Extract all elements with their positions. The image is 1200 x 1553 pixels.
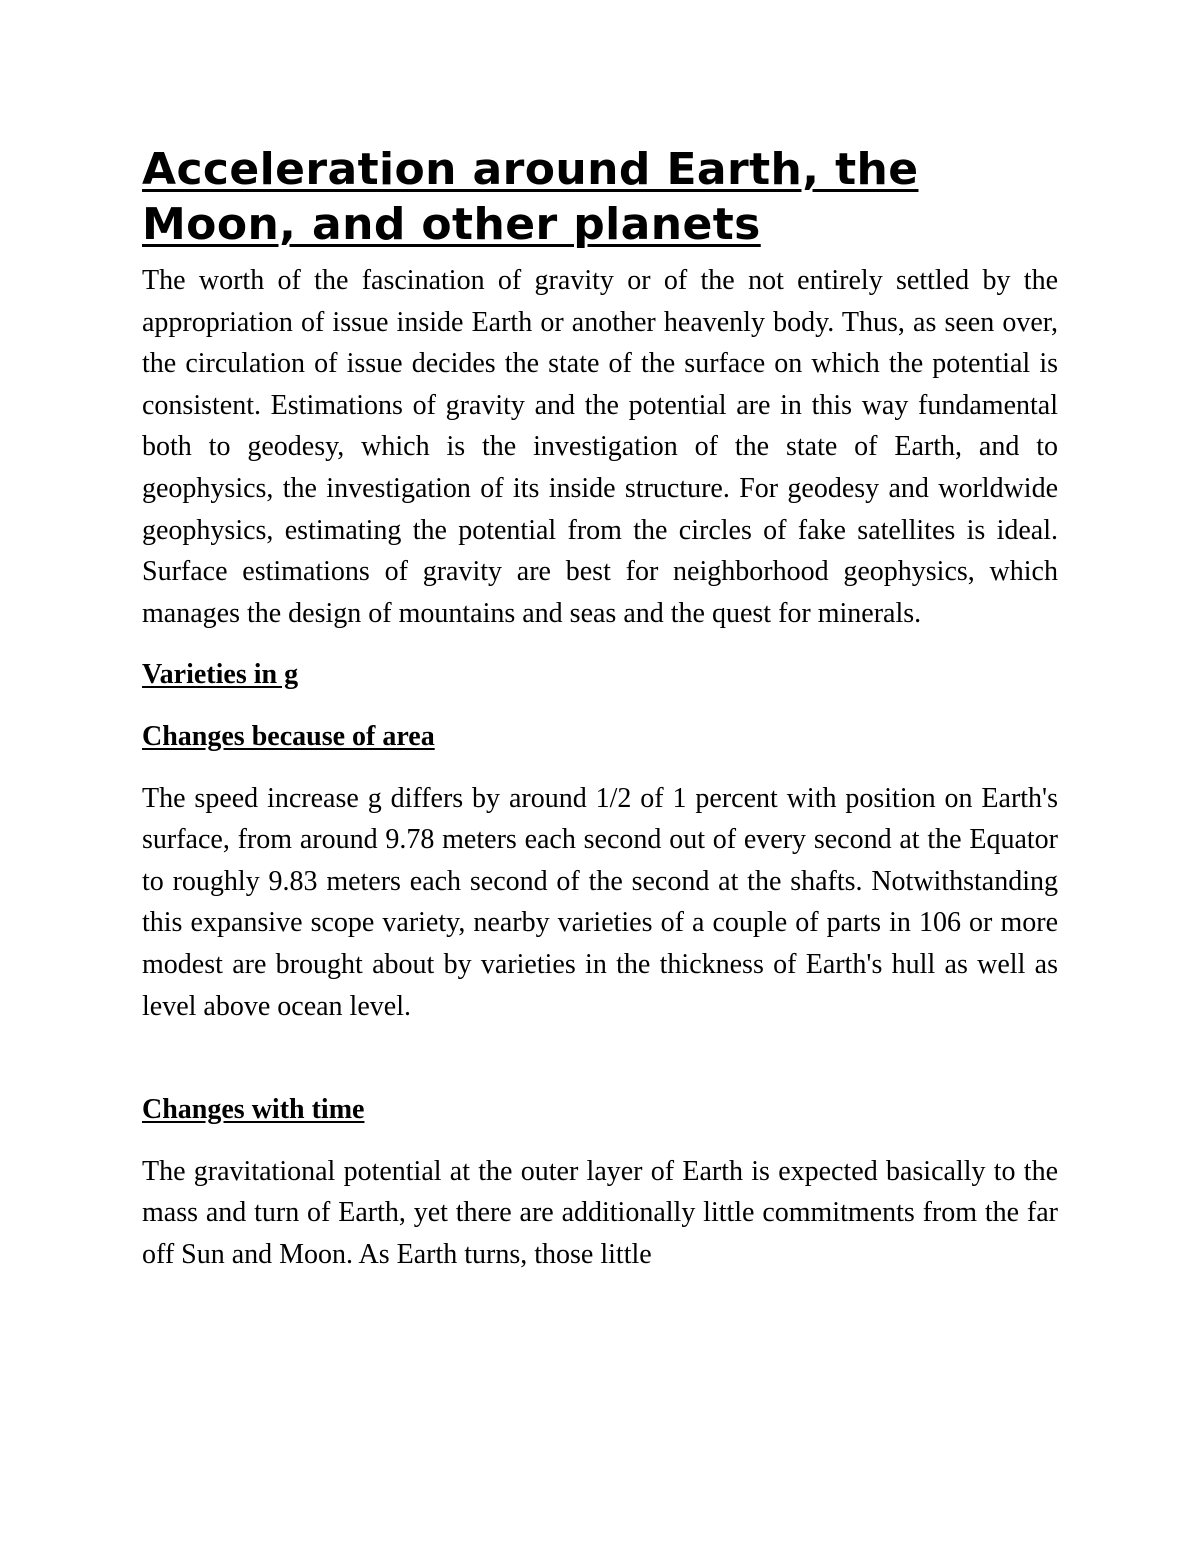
intro-paragraph: The worth of the fascination of gravity or of the not entirely settled by the appropriation of issue inside Earth or another heavenly body. Thus, as seen over, the circulation of issue decides the state of the surface on which the potential is consistent. Estimations of gravity and the potential are in this way fundamental both to geodesy, which is the investigation of the state of Earth, and to geophysics, the investigation of its inside structure. For geodesy and worldwide geophysics, estimating the potential from the circles of fake satellites is ideal. Surface estimations of gravity are best for neighborhood geophysics, which manages the design of mountains and seas and the quest for minerals. — [142, 265, 1058, 629]
heading-varieties-in-g: Varieties in g — [142, 659, 299, 691]
area-paragraph: The speed increase g differs by around 1/2 of 1 percent with position on Earth's surface, from around 9.78 meters each second out of every second at the Equator to roughly 9.83 meters each second of the second at the shafts. Notwithstanding this expansive scope variety, nearby varieties of a couple of parts in 106 or more modest are brought about by varieties in the thickness of Earth's hull as well as level above ocean level. — [142, 782, 1058, 1022]
document-page — [142, 142, 1058, 1275]
heading-changes-because-of-area: Changes because of area — [142, 720, 435, 752]
heading-changes-with-time: Changes with time — [142, 1094, 365, 1126]
time-paragraph: The gravitational potential at the outer layer of Earth is expected basically to the mass and turn of Earth, yet there are additionally little commitments from the far off Sun and Moon. As Earth turns, those little — [142, 1155, 1058, 1270]
document-title: Acceleration around Earth, the Moon, and other planets — [142, 144, 919, 250]
